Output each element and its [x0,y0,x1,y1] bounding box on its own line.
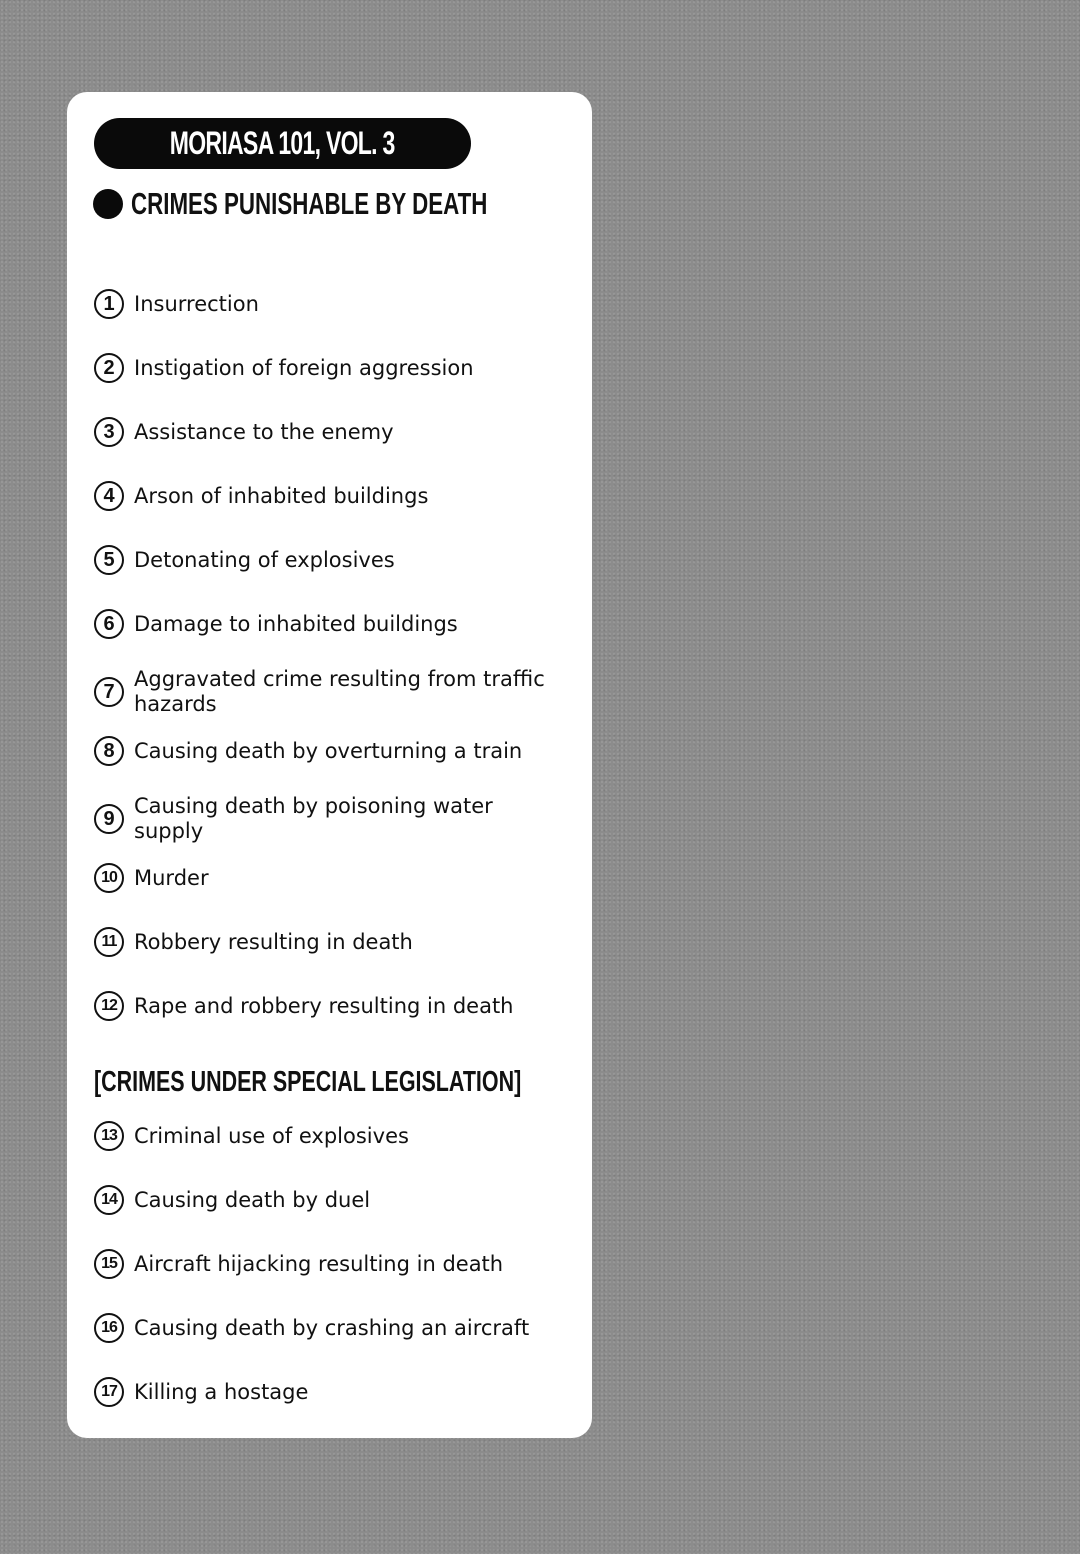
list-item [94,863,209,893]
circled-number: 10 [94,863,124,893]
info-panel [67,92,592,1438]
circled-number: 8 [94,736,124,766]
list-item [94,927,413,957]
circled-number: 17 [94,1377,124,1407]
list-item [94,289,259,319]
list-item [94,1377,308,1407]
circled-number: 16 [94,1313,124,1343]
list-item-text: Aircraft hijacking resulting in death [134,1251,504,1276]
list-item-text: Causing death by duel [134,1187,371,1212]
list-item [94,609,458,639]
circled-number: 5 [94,545,124,575]
circled-number: 11 [94,927,124,957]
list-item [94,1313,529,1343]
list-item [94,1185,370,1215]
list-item-text: Assistance to the enemy [134,419,394,444]
list-item [94,736,522,766]
list-item-text: Damage to inhabited buildings [134,611,458,636]
list-item [94,417,394,447]
list-item-text: Aggravated crime resulting from traffic hazards [134,667,545,716]
circled-number: 3 [94,417,124,447]
list-item [94,991,514,1021]
circled-number: 15 [94,1249,124,1279]
circled-number: 6 [94,609,124,639]
list-item [94,1249,503,1279]
circled-number: 7 [94,677,124,707]
circled-number: 14 [94,1185,124,1215]
title-banner [94,118,471,169]
list-item-text: Instigation of foreign aggression [134,355,474,380]
panel-title: MORIASA 101, VOL. 3 [170,125,395,161]
circled-number: 12 [94,991,124,1021]
list-item-text: Arson of inhabited buildings [134,483,429,508]
list-item [94,1121,409,1151]
list-item-text: Murder [134,865,209,890]
circled-number: 1 [94,289,124,319]
list-item [94,667,554,717]
circled-number: 13 [94,1121,124,1151]
list-item-text: Causing death by overturning a train [134,738,523,763]
list-item [94,353,474,383]
section-heading [93,186,626,222]
list-item-text: Criminal use of explosives [134,1123,409,1148]
heading-text: CRIMES PUNISHABLE BY DEATH [131,186,488,221]
list-item-text: Rape and robbery resulting in death [134,993,514,1018]
list-item-text: Insurrection [134,291,259,316]
list-item-text: Robbery resulting in death [134,929,413,954]
circled-number: 9 [94,804,124,834]
list-item [94,794,554,844]
list-item-text: Causing death by crashing an aircraft [134,1315,530,1340]
list-item [94,481,428,511]
list-item-text: Detonating of explosives [134,547,395,572]
list-item-text: Causing death by poisoning water supply [134,794,493,843]
list-item-text: Killing a hostage [134,1379,309,1404]
circled-number: 4 [94,481,124,511]
list-item [94,545,395,575]
special-legislation-heading: [CRIMES UNDER SPECIAL LEGISLATION] [94,1066,522,1098]
bullet-dot-icon [93,189,123,219]
circled-number: 2 [94,353,124,383]
